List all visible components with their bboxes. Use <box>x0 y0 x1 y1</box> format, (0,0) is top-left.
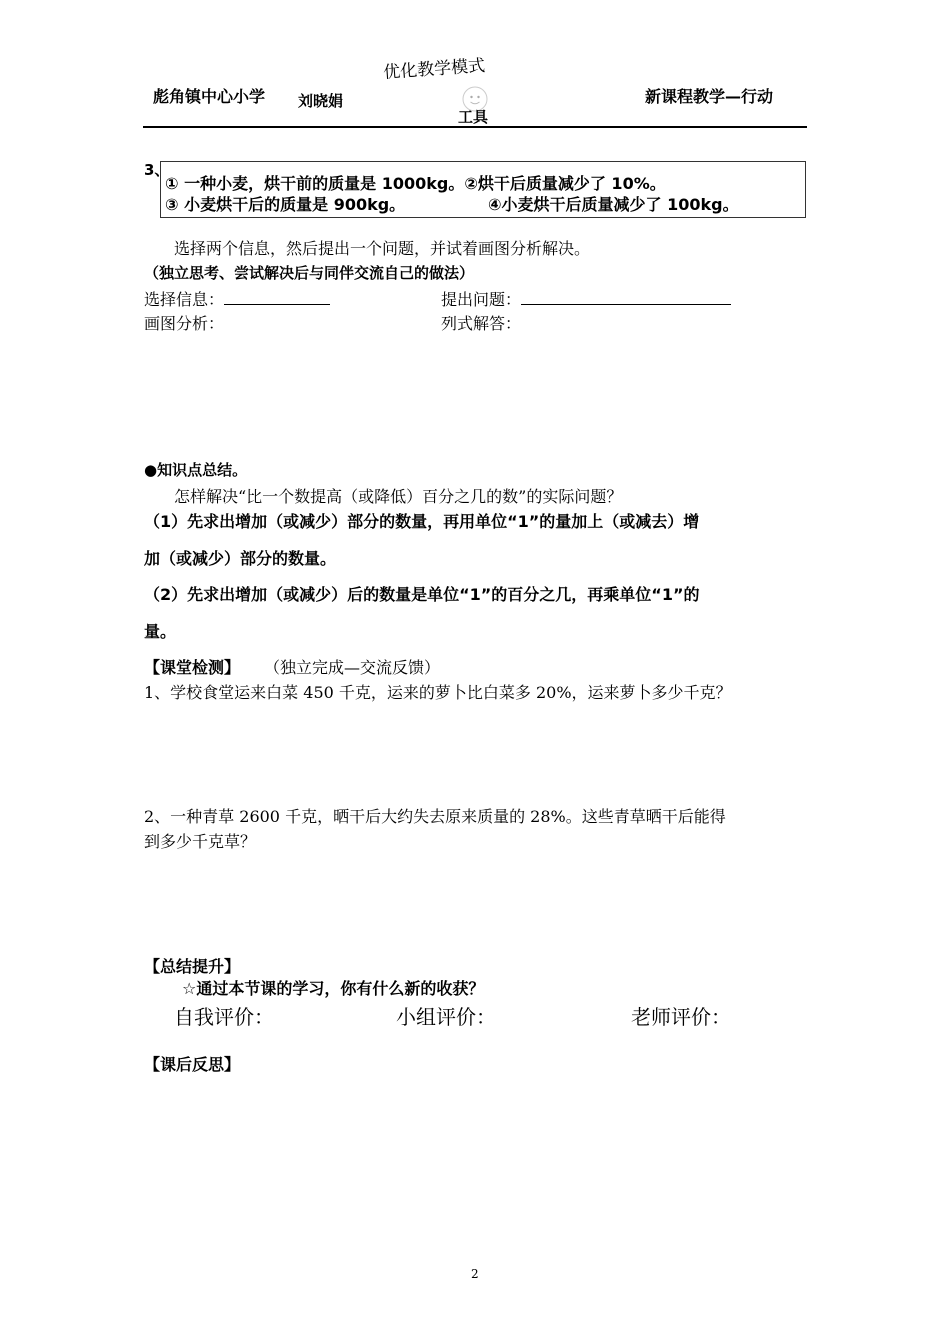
select-info-blank[interactable] <box>224 290 330 305</box>
summary-p2-line2: 量。 <box>144 622 177 641</box>
summary-p1-line1: （1）先求出增加（或减少）部分的数量，再用单位“1”的量加上（或减去）增 <box>144 512 700 531</box>
ask-question-blank[interactable] <box>521 290 731 305</box>
q3-number: 3、 <box>144 161 170 179</box>
summary-question: 怎样解决“比一个数提高（或降低）百分之几的数”的实际问题？ <box>174 487 623 506</box>
check-title: 【课堂检测】 <box>144 658 241 677</box>
ask-question-label: 提出问题： <box>441 290 522 309</box>
ask-question-field[interactable] <box>441 287 731 310</box>
info-line-2a: ③ 小麦烘干后的质量是 900kg。 <box>165 195 406 214</box>
info-line-1: ① 一种小麦，烘干前的质量是 1000kg。②烘干后质量减少了 10%。 <box>165 174 666 193</box>
select-info-field[interactable] <box>144 287 330 310</box>
summary-title: ●知识点总结。 <box>144 461 248 479</box>
info-line-2b: ④小麦烘干后质量减少了 100kg。 <box>488 195 739 214</box>
header-center-top: 优化教学模式 <box>382 55 486 83</box>
solve-label: 列式解答： <box>441 314 522 333</box>
wrapup-title: 【总结提升】 <box>144 957 241 976</box>
summary-p2-line1: （2）先求出增加（或减少）后的数量是单位“1”的百分之几，再乘单位“1”的 <box>144 585 700 604</box>
q3-instruction: 选择两个信息，然后提出一个问题，并试着画图分析解决。 <box>174 239 591 258</box>
group-evaluation-label: 小组评价： <box>396 1005 496 1029</box>
check-question-2-line1: 2、一种青草 2600 千克，晒干后大约失去原来质量的 28%。这些青草晒干后能得 <box>144 807 726 826</box>
header-right: 新课程教学—行动 <box>645 87 774 106</box>
header-author: 刘晓娟 <box>298 92 344 110</box>
page-number: 2 <box>471 1267 479 1281</box>
header-school: 彪角镇中心小学 <box>153 87 266 106</box>
draw-analysis-label: 画图分析： <box>144 314 225 333</box>
select-info-label: 选择信息： <box>144 290 225 309</box>
header-center-bottom: 工具 <box>458 108 489 126</box>
check-question-1: 1、学校食堂运来白菜 450 千克，运来的萝卜比白菜多 20%，运来萝卜多少千克？ <box>144 683 732 702</box>
self-evaluation-label: 自我评价： <box>174 1005 274 1029</box>
summary-p1-line2: 加（或减少）部分的数量。 <box>144 549 337 568</box>
check-question-2-line2: 到多少千克草？ <box>144 832 257 851</box>
header-rule <box>143 126 807 128</box>
check-subtitle: （独立完成—交流反馈） <box>264 658 441 677</box>
wrapup-question: ☆通过本节课的学习，你有什么新的收获？ <box>182 979 485 998</box>
teacher-evaluation-label: 老师评价： <box>631 1005 731 1029</box>
reflection-title: 【课后反思】 <box>144 1055 241 1074</box>
q3-note: （独立思考、尝试解决后与同伴交流自己的做法） <box>144 264 475 282</box>
